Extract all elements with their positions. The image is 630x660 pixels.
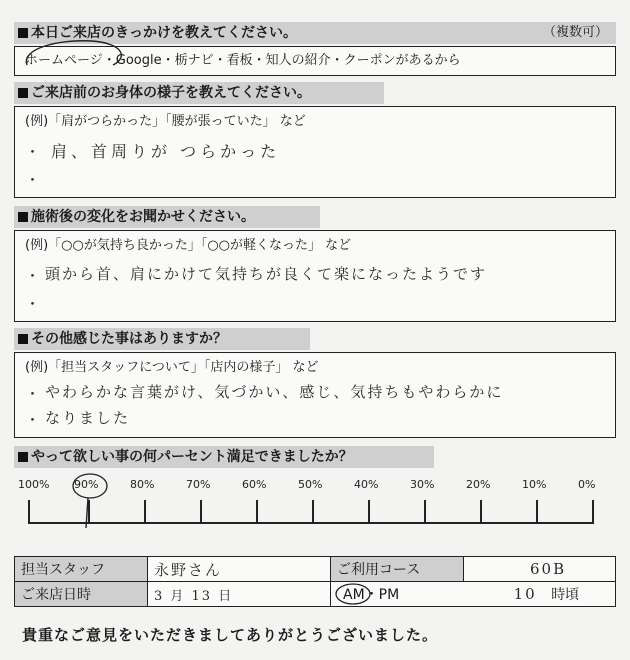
section-other-feelings-title: その他感じた事はありますか？ (31, 331, 227, 347)
visit-info-table (14, 556, 616, 607)
square-bullet-icon (18, 452, 28, 462)
staff-value: 永野さん (154, 560, 223, 579)
hand-circle-selected-percent (0, 0, 1, 1)
staff-label: 担当スタッフ (15, 557, 148, 582)
after-change-box (14, 230, 616, 322)
section-after-change-title: 施術後の変化をお聞かせください。 (31, 209, 255, 225)
other-feelings-answer-line2[interactable]: なりました (45, 409, 131, 427)
before-condition-answer[interactable]: 肩、首周りが つらかった (51, 142, 281, 161)
visit-hour-value: 10 (513, 585, 537, 603)
visit-date-label: ご来店日時 (15, 582, 148, 607)
scale-tick (592, 500, 594, 522)
scale-label: 100% (18, 478, 50, 491)
scale-label: 50% (298, 478, 323, 491)
scale-tick (144, 500, 146, 522)
answer-bullet: ・ (25, 295, 41, 313)
scale-tick (536, 500, 538, 522)
after-change-example: (例)「○○が気持ち良かった」「○○が軽くなった」 など (25, 238, 352, 253)
scale-label: 30% (410, 478, 435, 491)
before-condition-example: (例)「肩がつらかった」「腰が張っていた」 など (25, 114, 306, 129)
scale-tick (368, 500, 370, 522)
scale-label: 0% (578, 478, 596, 491)
scale-tick (480, 500, 482, 522)
section-satisfaction-title: やって欲しい事の何パーセント満足できましたか？ (31, 449, 353, 465)
course-value-cell[interactable] (464, 557, 616, 582)
visit-date-value-cell[interactable] (148, 582, 331, 607)
ampm-selector[interactable]: AM・PM (343, 587, 400, 603)
section-after-change-header (14, 206, 320, 228)
scale-tick (312, 500, 314, 522)
hand-circle-homepage (17, 35, 137, 71)
after-change-answer[interactable]: 頭から首、肩にかけて気持ちが良くて楽になったようです (45, 265, 488, 283)
other-feelings-answer-line1[interactable]: やわらかな言葉がけ、気づかい、感じ、気持ちもやわらかに (45, 383, 504, 401)
hand-circle-am (333, 583, 373, 605)
other-feelings-example: (例)「担当スタッフについて」「店内の様子」 など (25, 360, 319, 375)
scale-baseline (28, 522, 594, 524)
selected-percent-mark (86, 498, 88, 528)
answer-bullet: ・ (25, 385, 41, 403)
section-other-feelings-header (14, 328, 310, 350)
scale-label: 10% (522, 478, 547, 491)
answer-bullet: ・ (25, 411, 41, 429)
visit-time-cell[interactable] (331, 582, 616, 607)
scale-label: 20% (466, 478, 491, 491)
scale-label: 60% (242, 478, 267, 491)
visit-hour-unit: 時頃 (551, 587, 580, 603)
before-condition-box (14, 106, 616, 198)
scale-tick (200, 500, 202, 522)
course-value: 60B (530, 560, 567, 578)
answer-bullet: ・ (25, 267, 41, 285)
scale-label: 70% (186, 478, 211, 491)
scale-tick (424, 500, 426, 522)
visit-reason-options[interactable]: ホームページ・Google・栃ナビ・看板・知人の紹介・クーポンがあるから (25, 53, 461, 68)
scale-label: 90% (74, 478, 99, 491)
closing-message: 貴重なご意見をいただきましてありがとうございました。 (22, 626, 439, 644)
section-visit-reason-title: 本日ご来店のきっかけを教えてください。 (31, 25, 297, 41)
square-bullet-icon (18, 212, 28, 222)
course-label: ご利用コース (331, 557, 464, 582)
square-bullet-icon (18, 88, 28, 98)
square-bullet-icon (18, 334, 28, 344)
section-before-condition-title: ご来店前のお身体の様子を教えてください。 (31, 85, 311, 101)
visit-reason-box (14, 46, 616, 76)
scale-tick (256, 500, 258, 522)
answer-bullet: ・ (25, 171, 41, 189)
visit-date-value: 3 月 13 日 (154, 588, 234, 604)
answer-bullet: ・ (25, 143, 41, 161)
scale-label: 80% (130, 478, 155, 491)
other-feelings-box (14, 352, 616, 438)
section-satisfaction-header (14, 446, 434, 468)
scale-label: 40% (354, 478, 379, 491)
section-before-condition-header (14, 82, 384, 104)
scale-tick (28, 500, 30, 522)
staff-value-cell[interactable] (148, 557, 331, 582)
multiple-choice-note: （複数可） (542, 25, 608, 40)
